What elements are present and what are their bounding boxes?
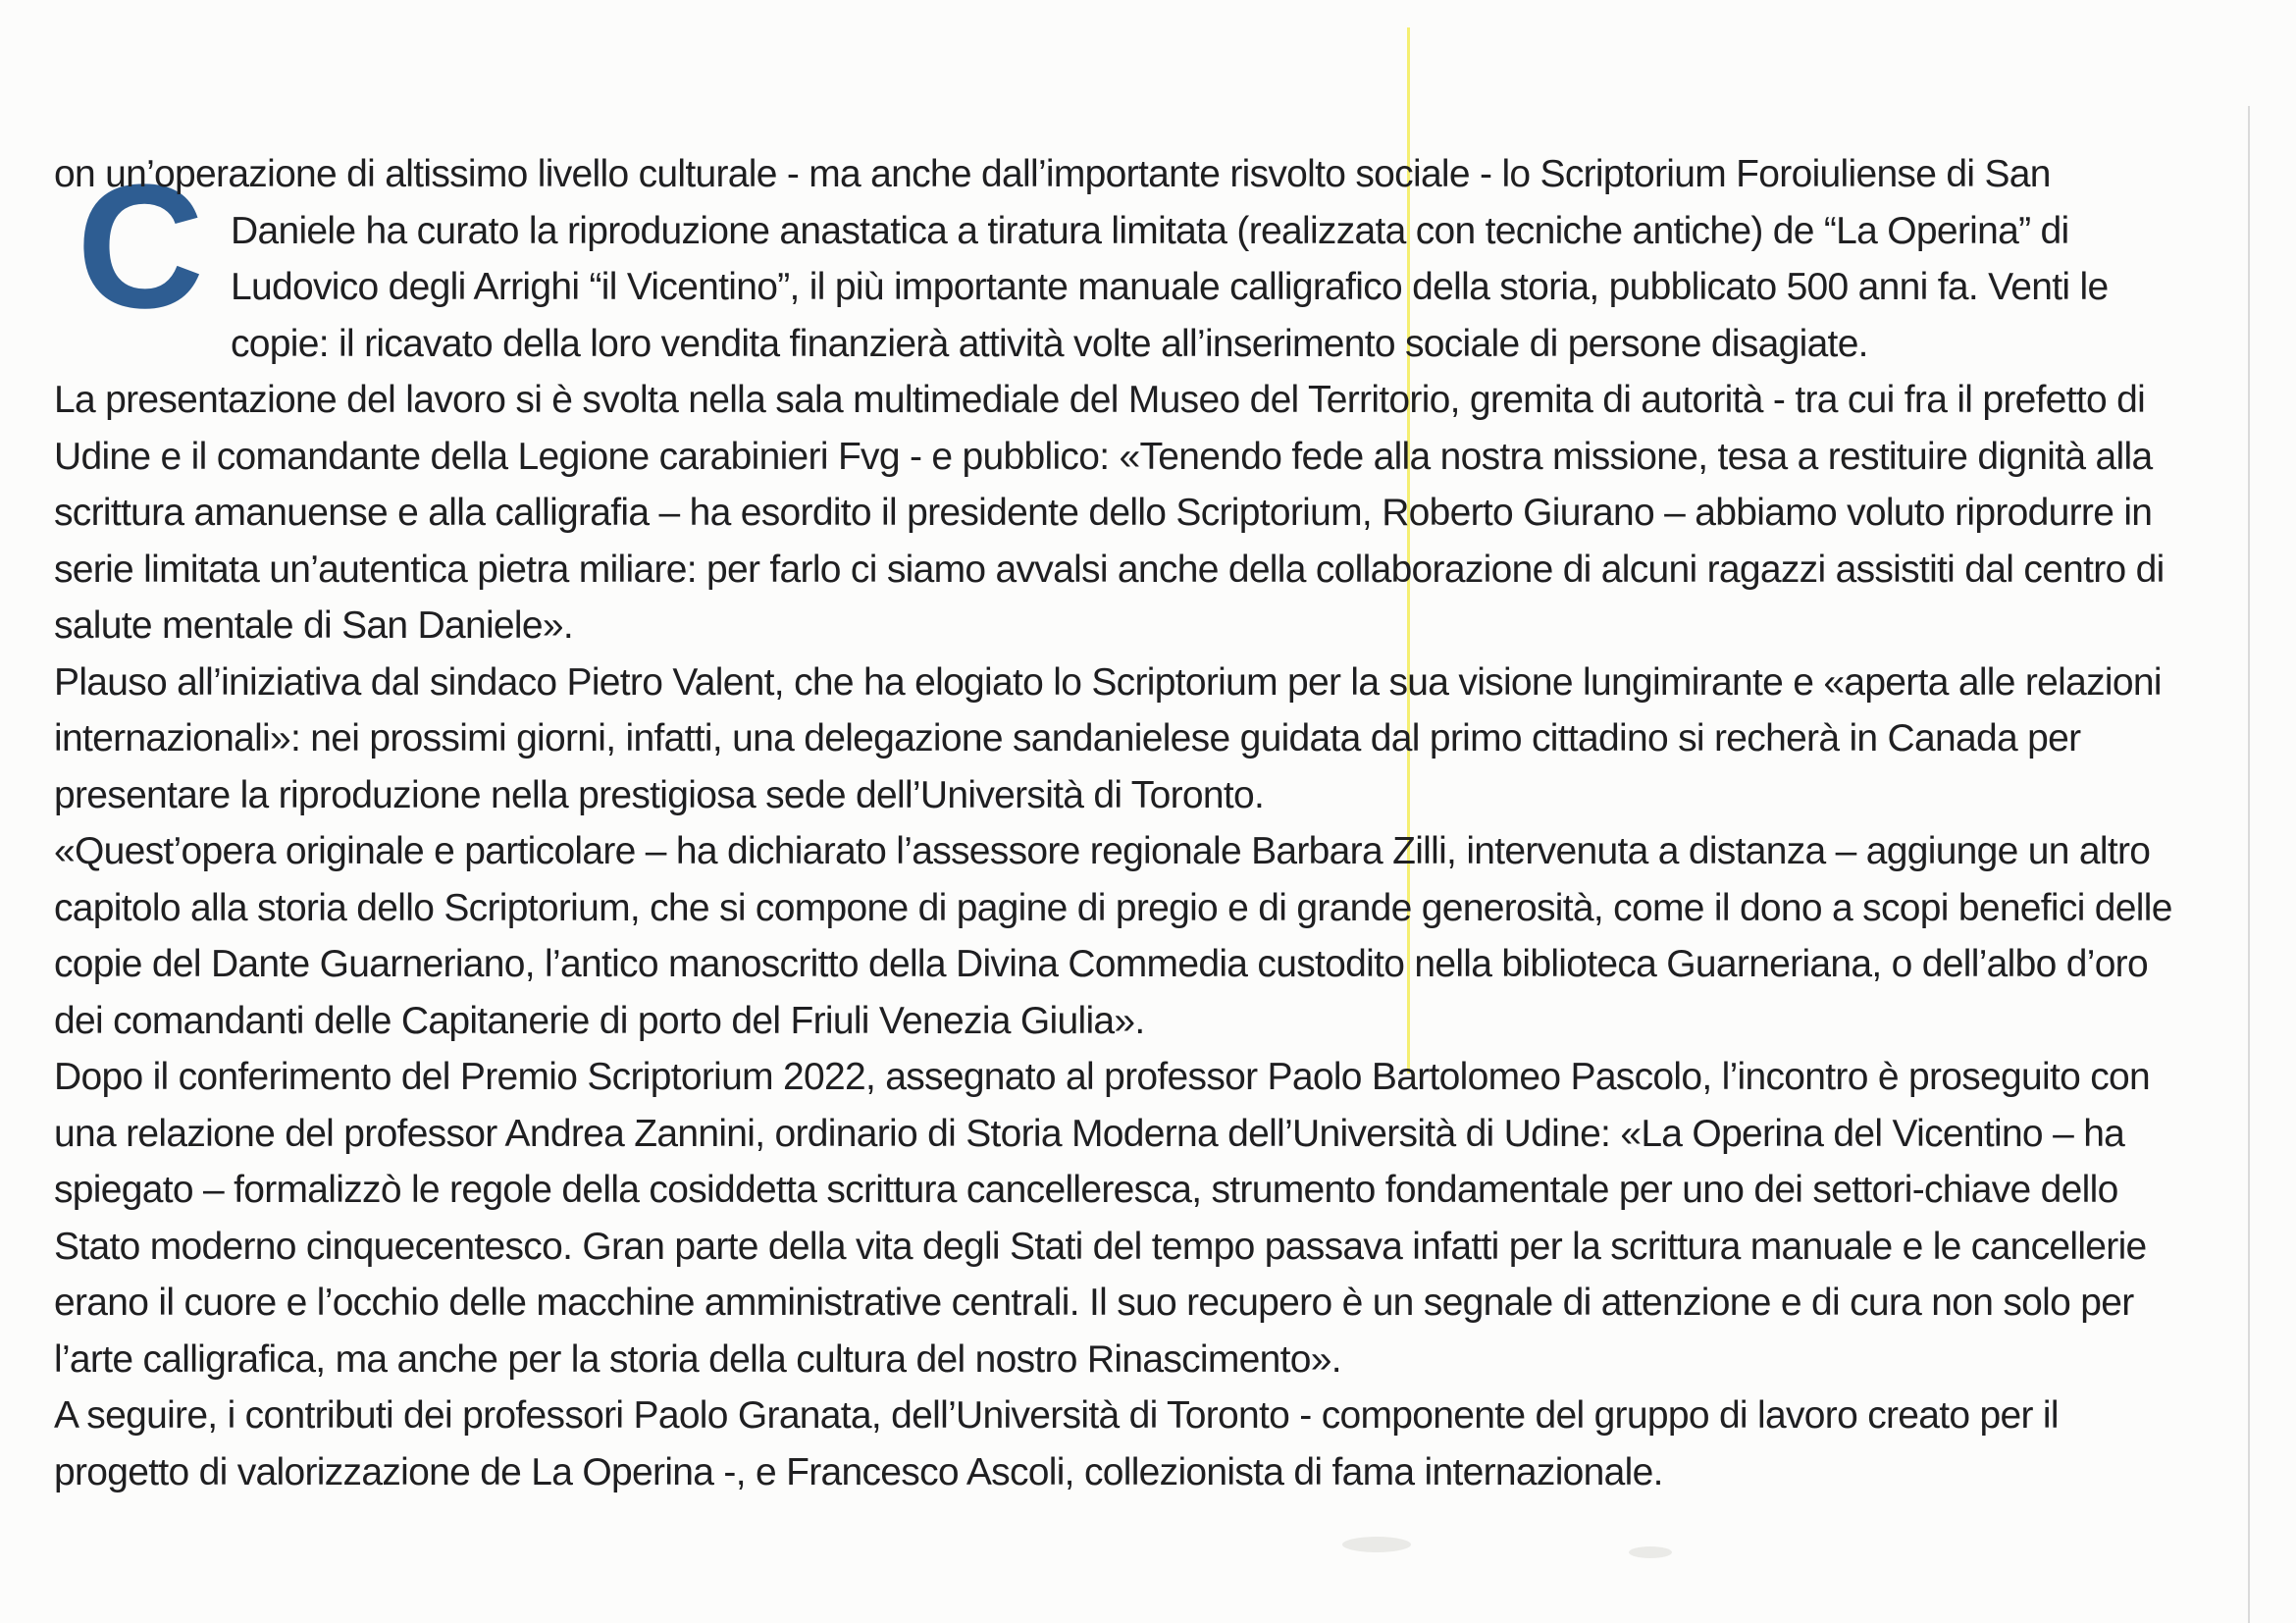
text-line: serie limitata un’autentica pietra miliare: per farlo ci siamo avvalsi anche della collaborazione di alcuni ragazzi assistiti dal centro di bbox=[54, 548, 2165, 591]
text-line: «Quest’opera originale e particolare – ha dichiarato l’assessore regionale Barbara Zilli, intervenuta a distanza – aggiunge un altro bbox=[54, 830, 2151, 872]
text-line: on un’operazione di altissimo livello culturale - ma anche dall’importante risvolto sociale - lo Scriptorium Foroiuliense di San bbox=[54, 153, 2051, 195]
scan-smudge bbox=[1629, 1546, 1672, 1558]
text-line: A seguire, i contributi dei professori Paolo Granata, dell’Università di Toronto - componente del gruppo di lavoro creato per il bbox=[54, 1394, 2059, 1437]
text-line: dei comandanti delle Capitanerie di porto del Friuli Venezia Giulia». bbox=[54, 999, 1145, 1042]
text-line: una relazione del professor Andrea Zannini, ordinario di Storia Moderna dell’Università di Udine: «La Operina del Vicentino – ha bbox=[54, 1112, 2125, 1155]
text-line: Ludovico degli Arrighi “il Vicentino”, il più importante manuale calligrafico della storia, pubblicato 500 anni fa. Venti le bbox=[231, 266, 2109, 308]
paragraph bbox=[54, 654, 2271, 824]
text-line: progetto di valorizzazione de La Operina -, e Francesco Ascoli, collezionista di fama internazionale. bbox=[54, 1450, 1663, 1493]
text-line: erano il cuore e l’occhio delle macchine amministrative centrali. Il suo recupero è un segnale di attenzione e di cura non solo per bbox=[54, 1282, 2134, 1324]
text-line: scrittura amanuense e alla calligrafia – ha esordito il presidente dello Scriptorium, Roberto Giurano – abbiamo voluto riprodurre in bbox=[54, 492, 2153, 534]
text-line: capitolo alla storia dello Scriptorium, che si compone di pagine di pregio e di grande generosità, come il dono a scopi benefici delle bbox=[54, 886, 2172, 929]
text-line: presentare la riproduzione nella prestigiosa sede dell’Università di Toronto. bbox=[54, 773, 1265, 816]
text-line: l’arte calligrafica, ma anche per la storia della cultura del nostro Rinascimento». bbox=[54, 1337, 1341, 1381]
paragraph bbox=[54, 372, 2271, 654]
text-line: Udine e il comandante della Legione carabinieri Fvg - e pubblico: «Tenendo fede alla nostra missione, tesa a restituire dignità alla bbox=[54, 435, 2153, 478]
text-line: Plauso all’iniziativa dal sindaco Pietro Valent, che ha elogiato lo Scriptorium per la sua visione lungimirante e «aperta alle relazioni bbox=[54, 660, 2162, 704]
text-line: La presentazione del lavoro si è svolta nella sala multimediale del Museo del Territorio, gremita di autorità - tra cui fra il prefetto di bbox=[54, 379, 2146, 421]
paragraph bbox=[54, 1049, 2271, 1387]
paragraph bbox=[54, 823, 2271, 1049]
drop-cap-letter: C bbox=[77, 148, 204, 345]
text-line: copie: il ricavato della loro vendita finanzierà attività volte all’inserimento sociale di persone disagiate. bbox=[231, 322, 1868, 365]
paragraph bbox=[54, 146, 2271, 372]
text-line: salute mentale di San Daniele». bbox=[54, 604, 573, 647]
text-line: Daniele ha curato la riproduzione anastatica a tiratura limitata (realizzata con tecniche antiche) de “La Operina” di bbox=[231, 209, 2069, 252]
scan-smudge bbox=[1342, 1537, 1411, 1552]
article-body bbox=[54, 146, 2271, 1500]
text-line: copie del Dante Guarneriano, l’antico manoscritto della Divina Commedia custodito nella biblioteca Guarneriana, o dell’albo d’oro bbox=[54, 943, 2148, 985]
text-line: Stato moderno cinquecentesco. Gran parte della vita degli Stati del tempo passava infatti per la scrittura manuale e le cancellerie bbox=[54, 1225, 2147, 1268]
text-line: Dopo il conferimento del Premio Scriptorium 2022, assegnato al professor Paolo Bartolomeo Pascolo, l’incontro è proseguito con bbox=[54, 1056, 2150, 1098]
text-line: internazionali»: nei prossimi giorni, infatti, una delegazione sandanielese guidata dal primo cittadino si recherà in Canada per bbox=[54, 717, 2081, 759]
text-line: spiegato – formalizzò le regole della cosiddetta scrittura cancelleresca, strumento fondamentale per uno dei settori-chiave dello bbox=[54, 1169, 2118, 1211]
paragraph bbox=[54, 1387, 2271, 1500]
